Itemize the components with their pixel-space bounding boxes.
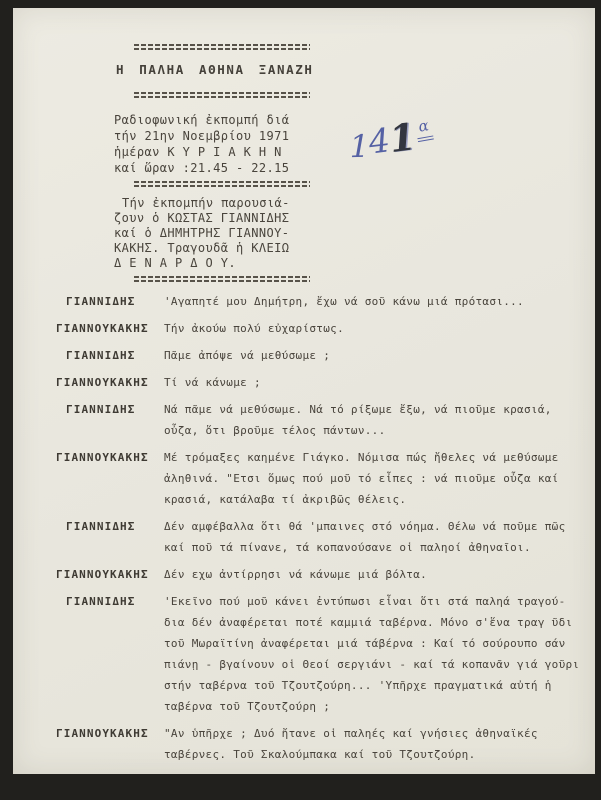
dialogue-line: Δέν εχω ἀντίρρησι νά κάνωμε μιά βόλτα. [164, 568, 428, 581]
dialogue-line: κρασιά, κατάλαβα τί ἀκριβῶς θέλεις. [164, 493, 407, 506]
dialogue-row [56, 399, 595, 441]
handwritten-digit-pencil: 1 [386, 114, 418, 162]
dialogue-text [164, 372, 595, 393]
dialogue-row [56, 372, 595, 393]
dialogue-row [56, 291, 595, 312]
speaker-label: ΓΙΑΝΝΙΔΗΣ [66, 520, 136, 533]
dialogue-line: 'Αγαπητέ μου Δημήτρη, ἔχω νά σοῦ κάνω μιά πρότασι... [164, 295, 524, 308]
dialogue-text [164, 291, 595, 312]
decorative-rule-mid [134, 181, 310, 187]
speaker-label: ΓΙΑΝΝΟΥΚΑΚΗΣ [56, 376, 149, 389]
dialogue-line: οὖζα, ὅτι βροῦμε τέλος πάντων... [164, 424, 386, 437]
dialogue-row [56, 564, 595, 585]
dialogue-line: ταβέρνα τοῦ Τζουτζούρη ; [164, 700, 331, 713]
speaker-label: ΓΙΑΝΝΙΔΗΣ [66, 349, 136, 362]
dialogue-line: ἀληθινά. "Ετσι ὅμως πού μοῦ τό εἶπες : νά πιοῦμε οὖζα καί [164, 472, 559, 485]
dialogue-text [164, 399, 595, 441]
dialogue-script [13, 291, 595, 765]
handwritten-alpha-superscript: α [414, 116, 434, 142]
broadcast-line: ἡμέραν Κ Υ Ρ Ι Α Κ Η Ν [114, 145, 282, 159]
dialogue-line: τοῦ Μωραϊτίνη ἀναφέρεται μιά τάβέρνα : Καί τό σούρουπο σάν [164, 637, 566, 650]
dialogue-line: στήν ταβέρνα τοῦ Τζουτζούρη... 'Υπῆρχε πραγματικά αὐτή ἡ [164, 679, 552, 692]
dialogue-row [56, 516, 595, 558]
presenter-line: Δ Ε Ν Α Ρ Δ Ο Υ. [114, 256, 236, 270]
decorative-rule-top [134, 44, 310, 50]
dialogue-text [164, 723, 595, 765]
presenter-line: καί ὁ ΔΗΜΗΤΡΗΣ ΓΙΑΝΝΟΥ- [114, 226, 290, 240]
dialogue-text [164, 345, 595, 366]
presenter-line: Τήν ἐκπομπήν παρουσιά- [122, 196, 290, 210]
dialogue-line: 'Εκεῖνο πού μοῦ κάνει ἐντύπωσι εἶναι ὅτι στά παληά τραγού- [164, 595, 566, 608]
dialogue-row [56, 591, 595, 717]
dialogue-text [164, 318, 595, 339]
dialogue-line: ταβέρνες. Τοῦ Σκαλούμπακα καί τοῦ Τζουτζούρη. [164, 748, 476, 761]
dialogue-text [164, 564, 595, 585]
dialogue-line: Δέν αμφέβαλλα ὅτι θά 'μπαινες στό νόημα. Θέλω νά ποῦμε πῶς [164, 520, 566, 533]
dialogue-text [164, 591, 595, 717]
speaker-label: ΓΙΑΝΝΟΥΚΑΚΗΣ [56, 568, 149, 581]
broadcast-line: καί ὥραν :21.45 - 22.15 [114, 161, 290, 175]
dialogue-line: Νά πᾶμε νά μεθύσωμε. Νά τό ρίξωμε ἔξω, νά πιοῦμε κρασιά, [164, 403, 552, 416]
dialogue-row [56, 345, 595, 366]
decorative-rule-under-title [134, 92, 310, 98]
document-page [13, 8, 595, 774]
presenter-line: ζουν ὁ ΚΩΣΤΑΣ ΓΙΑΝΝΙΔΗΣ [114, 211, 290, 225]
dialogue-row [56, 723, 595, 765]
dialogue-line: Τήν ἀκούω πολύ εὐχαρίστως. [164, 322, 344, 335]
dialogue-line: δια δέν ἀναφέρεται ποτέ καμμιά ταβέρνα. Μόνο σ'ἕνα τραγ ῦδι [164, 616, 573, 629]
speaker-label: ΓΙΑΝΝΙΔΗΣ [66, 595, 136, 608]
handwritten-digit: 1 [349, 128, 370, 166]
dialogue-line: πιάνῃ - βγαίνουν οἱ Θεοί σεργιάνι - καί τά κοπανᾶν γιά γοῦρι [164, 658, 580, 671]
dialogue-line: Τί νά κάνωμε ; [164, 376, 261, 389]
page-title: Η ΠΑΛΗΑ ΑΘΗΝΑ ΞΑΝΑΖΗ [116, 62, 314, 77]
broadcast-line: τήν 21ην Νοεμβρίου 1971 [114, 129, 290, 143]
decorative-rule-bottom [134, 276, 310, 282]
handwritten-digit: 4 [366, 120, 393, 162]
dialogue-line: καί ποῦ τά πίνανε, τά κοπανούσανε οἱ παληοί ἀθηναῖοι. [164, 541, 531, 554]
dialogue-text [164, 447, 595, 510]
broadcast-line: Ραδιοφωνική ἐκπομπή διά [114, 113, 290, 127]
presenter-line: ΚΑΚΗΣ. Τραγουδᾶ ἡ ΚΛΕΙΩ [114, 241, 290, 255]
dialogue-row [56, 447, 595, 510]
dialogue-text [164, 516, 595, 558]
dialogue-line: Πᾶμε ἀπόψε νά μεθύσωμε ; [164, 349, 331, 362]
dialogue-line: Μέ τρόμαξες καημένε Γιάγκο. Νόμισα πώς ἤθελες νά μεθύσωμε [164, 451, 559, 464]
speaker-label: ΓΙΑΝΝΟΥΚΑΚΗΣ [56, 322, 149, 335]
speaker-label: ΓΙΑΝΝΟΥΚΑΚΗΣ [56, 727, 149, 740]
presenters-info [114, 196, 595, 271]
dialogue-row [56, 318, 595, 339]
speaker-label: ΓΙΑΝΝΟΥΚΑΚΗΣ [56, 451, 149, 464]
speaker-label: ΓΙΑΝΝΙΔΗΣ [66, 295, 136, 308]
dialogue-line: "Αν ὑπῆρχε ; Δυό ἤτανε οἱ παληές καί γνήσιες ἀθηναϊκές [164, 727, 538, 740]
speaker-label: ΓΙΑΝΝΙΔΗΣ [66, 403, 136, 416]
